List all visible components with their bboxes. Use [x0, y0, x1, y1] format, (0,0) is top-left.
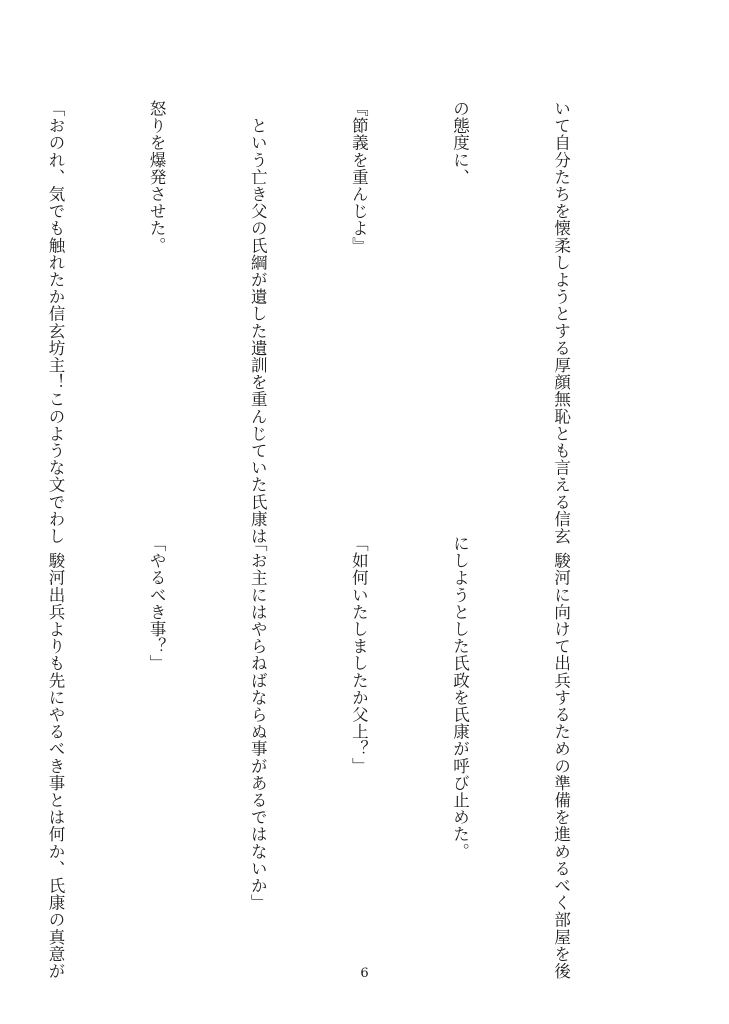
text-block-bottom: [46, 535, 645, 980]
text-line: という亡き父の氏綱が遺した遺訓を重んじていた氏康は: [248, 100, 268, 545]
text-line: 「如何いたしましたか父上？」: [349, 535, 369, 775]
text-line: 駿河出兵よりも先にやるべき事とは何か、氏康の真意が: [46, 535, 66, 980]
text-line: いて自分たちを懐柔しようとする厚顔無恥とも言える信玄: [551, 100, 571, 545]
text-line: 「やるべき事？」: [147, 535, 167, 672]
text-line: 駿河に向けて出兵するための準備を進めるべく部屋を後: [551, 535, 571, 980]
text-block-top: [46, 100, 645, 545]
text-line: 『節義を重んじよ』: [349, 100, 369, 254]
page-number: 6: [360, 966, 369, 981]
text-line: 「お主にはやらねばならぬ事があるではないか」: [248, 535, 268, 912]
text-line: 「おのれ、気でも触れたか信玄坊主！このような文でわし: [46, 100, 66, 545]
text-line: の態度に、: [450, 100, 470, 186]
text-line: にしようとした氏政を氏康が呼び止めた。: [450, 535, 470, 860]
text-line: 怒りを爆発させた。: [147, 100, 167, 254]
